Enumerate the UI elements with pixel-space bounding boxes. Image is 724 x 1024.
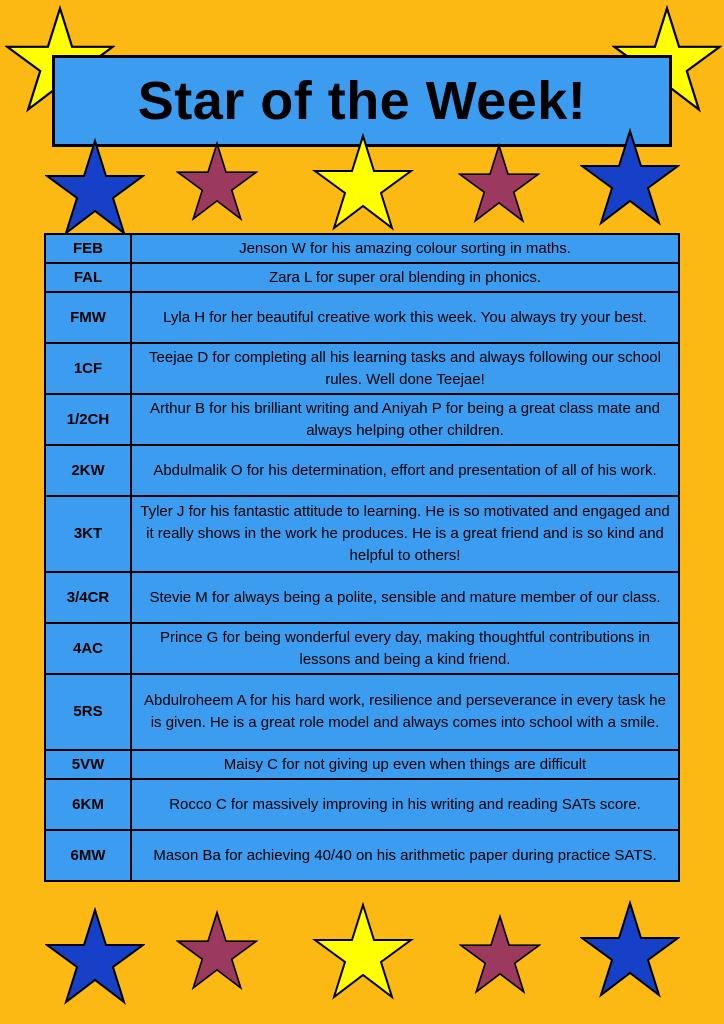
star-icon-blue-2 [580,128,680,228]
class-name-cell: 4AC [45,623,131,674]
table-row [45,394,679,445]
class-name-cell: FMW [45,292,131,343]
class-name-cell: 1/2CH [45,394,131,445]
star-icon-blue-4 [580,900,680,1000]
award-text-cell: Rocco C for massively improving in his writing and reading SATs score. [131,779,679,830]
award-text-cell: Arthur B for his brilliant writing and Aniyah P for being a great class mate and always helping other children. [131,394,679,445]
awards-table-body [45,234,679,881]
class-name-cell: 6MW [45,830,131,881]
page-title: Star of the Week! [137,71,587,131]
class-name-cell: 3/4CR [45,572,131,623]
class-name-cell: 1CF [45,343,131,394]
award-text-cell: Tyler J for his fantastic attitude to learning. He is so motivated and engaged and it really shows in the work he produces. He is a great friend and is so kind and helpful to others! [131,496,679,572]
table-row [45,830,679,881]
award-text-cell: Abdulroheem A for his hard work, resilience and perseverance in every task he is given. He is a great role model and always comes into school with a smile. [131,674,679,750]
table-row [45,674,679,750]
star-icon-maroon-3 [176,910,258,992]
star-icon-maroon-2 [458,143,540,225]
award-text-cell: Teejae D for completing all his learning tasks and always following our school rules. Well done Teejae! [131,343,679,394]
table-row [45,496,679,572]
table-row [45,623,679,674]
award-text-cell: Mason Ba for achieving 40/40 on his arithmetic paper during practice SATS. [131,830,679,881]
class-name-cell: FAL [45,263,131,292]
awards-table [44,233,680,882]
award-text-cell: Zara L for super oral blending in phonics. [131,263,679,292]
table-row [45,779,679,830]
table-row [45,750,679,779]
star-icon-maroon-4 [459,914,541,996]
star-icon-blue-1 [45,138,145,238]
table-row [45,445,679,496]
class-name-cell: 6KM [45,779,131,830]
class-name-cell: 2KW [45,445,131,496]
star-icon-blue-3 [45,907,145,1007]
table-row [45,292,679,343]
star-icon-yellow-1 [311,133,415,233]
table-row [45,343,679,394]
award-text-cell: Jenson W for his amazing colour sorting in maths. [131,234,679,263]
class-name-cell: 3KT [45,496,131,572]
class-name-cell: 5RS [45,674,131,750]
table-row [45,234,679,263]
award-text-cell: Abdulmalik O for his determination, effort and presentation of all of his work. [131,445,679,496]
table-row [45,263,679,292]
star-icon-yellow-2 [311,902,415,1002]
award-text-cell: Maisy C for not giving up even when things are difficult [131,750,679,779]
award-text-cell: Lyla H for her beautiful creative work this week. You always try your best. [131,292,679,343]
class-name-cell: FEB [45,234,131,263]
class-name-cell: 5VW [45,750,131,779]
star-icon-maroon-1 [176,141,258,223]
award-text-cell: Stevie M for always being a polite, sensible and mature member of our class. [131,572,679,623]
award-text-cell: Prince G for being wonderful every day, making thoughtful contributions in lessons and being a kind friend. [131,623,679,674]
table-row [45,572,679,623]
